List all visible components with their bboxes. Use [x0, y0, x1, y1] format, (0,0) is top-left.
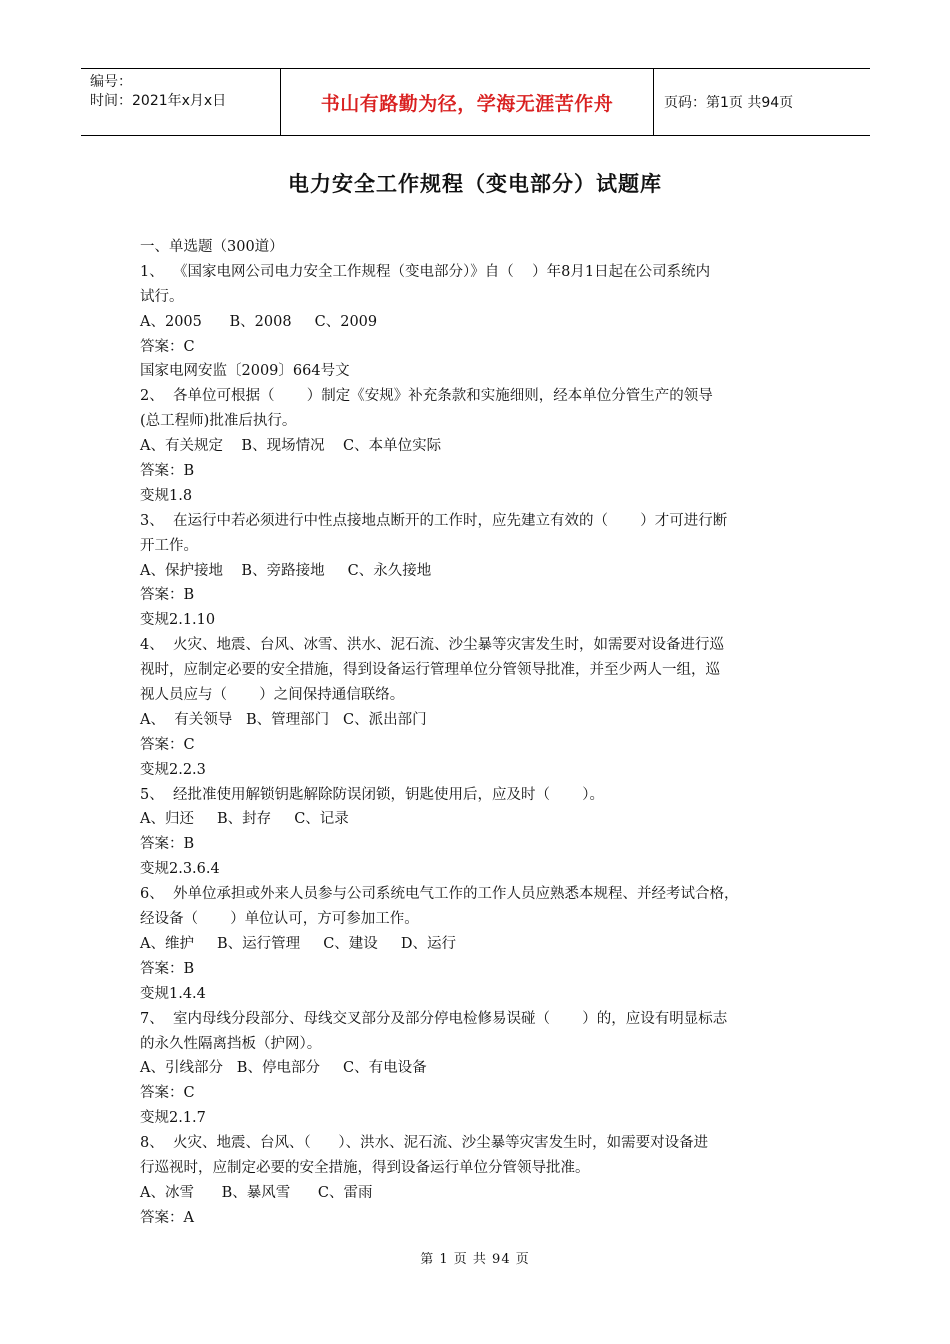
text-line: 变规2.1.10: [140, 612, 216, 629]
text-line: 国家电网安监〔2009〕664号文: [140, 363, 350, 380]
header-meta: [81, 69, 281, 135]
text-line: A、维护 B、运行管理 C、建设 D、运行: [140, 935, 456, 952]
text-line: 经设备（ ）单位认可，方可参加工作。: [140, 911, 419, 928]
text-line: 答案：B: [140, 836, 195, 853]
text-line: 一、单选题（300道）: [140, 239, 284, 255]
text-line: 8、 火灾、地震、台风、（ ）、洪水、泥石流、沙尘暴等灾害发生时，如需要对设备进: [140, 1135, 709, 1152]
text-line: 答案：C: [140, 736, 195, 753]
text-line: 答案：C: [140, 1085, 195, 1102]
time-label: 时间：2021年x月x日: [90, 93, 227, 109]
text-line: 1、 《国家电网公司电力安全工作规程（变电部分）》自（ ）年8月1日起在公司系统内: [140, 263, 711, 280]
text-line: 6、 外单位承担或外来人员参与公司系统电气工作的工作人员应熟悉本规程、并经考试合格，: [140, 886, 739, 903]
text-line: 变规2.3.6.4: [140, 861, 220, 878]
text-line: 答案：C: [140, 338, 195, 355]
text-line: 变规1.8: [140, 487, 193, 504]
text-line: 视时，应制定必要的安全措施，得到设备运行管理单位分管领导批准，并至少两人一组，巡: [140, 662, 720, 679]
text-line: 变规2.1.7: [140, 1110, 206, 1127]
text-line: 2、 各单位可根据（ ）制定《安规》补充条款和实施细则，经本单位分管生产的领导: [140, 388, 713, 405]
page-info: 页码：第1页 共94页: [664, 95, 794, 111]
text-line: 变规1.4.4: [140, 985, 206, 1002]
text-line: 的永久性隔离挡板（护网）。: [140, 1035, 322, 1052]
text-line: 3、 在运行中若必须进行中性点接地点断开的工作时，应先建立有效的（ ）才可进行断: [140, 512, 728, 529]
text-line: 7、 室内母线分段部分、母线交叉部分及部分停电检修易误碰（ ）的，应设有明显标志: [140, 1010, 728, 1027]
number-label: 编号：: [90, 74, 132, 90]
text-line: A、归还 B、封存 C、记录: [140, 811, 349, 828]
text-line: 开工作。: [140, 537, 198, 554]
text-line: 答案：B: [140, 960, 195, 977]
text-line: A、 有关领导 B、管理部门 C、派出部门: [140, 711, 427, 728]
text-line: 视人员应与（ ）之间保持通信联络。: [140, 687, 405, 704]
text-line: (总工程师)批准后执行。: [140, 413, 297, 430]
text-line: A、保护接地 B、旁路接地 C、永久接地: [140, 562, 432, 579]
text-line: 试行。: [140, 288, 184, 305]
text-line: 变规2.2.3: [140, 761, 206, 778]
motto: 书山有路勤为径，学海无涯苦作舟: [281, 69, 654, 135]
text-line: 4、 火灾、地震、台风、冰雪、洪水、泥石流、沙尘暴等灾害发生时，如需要对设备进行巡: [140, 637, 724, 654]
question-list: [140, 235, 824, 1231]
page-footer: 第 1 页 共 94 页: [420, 1252, 530, 1267]
text-line: 行巡视时，应制定必要的安全措施，得到设备运行单位分管领导批准。: [140, 1159, 590, 1176]
text-line: 答案：B: [140, 463, 195, 480]
text-line: 5、 经批准使用解锁钥匙解除防误闭锁，钥匙使用后，应及时（ ）。: [140, 786, 604, 803]
text-line: A、有关规定 B、现场情况 C、本单位实际: [140, 438, 442, 455]
text-line: A、2005 B、2008 C、2009: [140, 313, 378, 330]
text-line: A、冰雪 B、暴风雪 C、雷雨: [140, 1184, 373, 1201]
document-title: 电力安全工作规程（变电部分）试题库: [288, 172, 662, 196]
text-line: A、引线部分 B、停电部分 C、有电设备: [140, 1060, 427, 1077]
page-header: [81, 68, 870, 136]
text-line: 答案：B: [140, 587, 195, 604]
text-line: 答案：A: [140, 1209, 194, 1226]
